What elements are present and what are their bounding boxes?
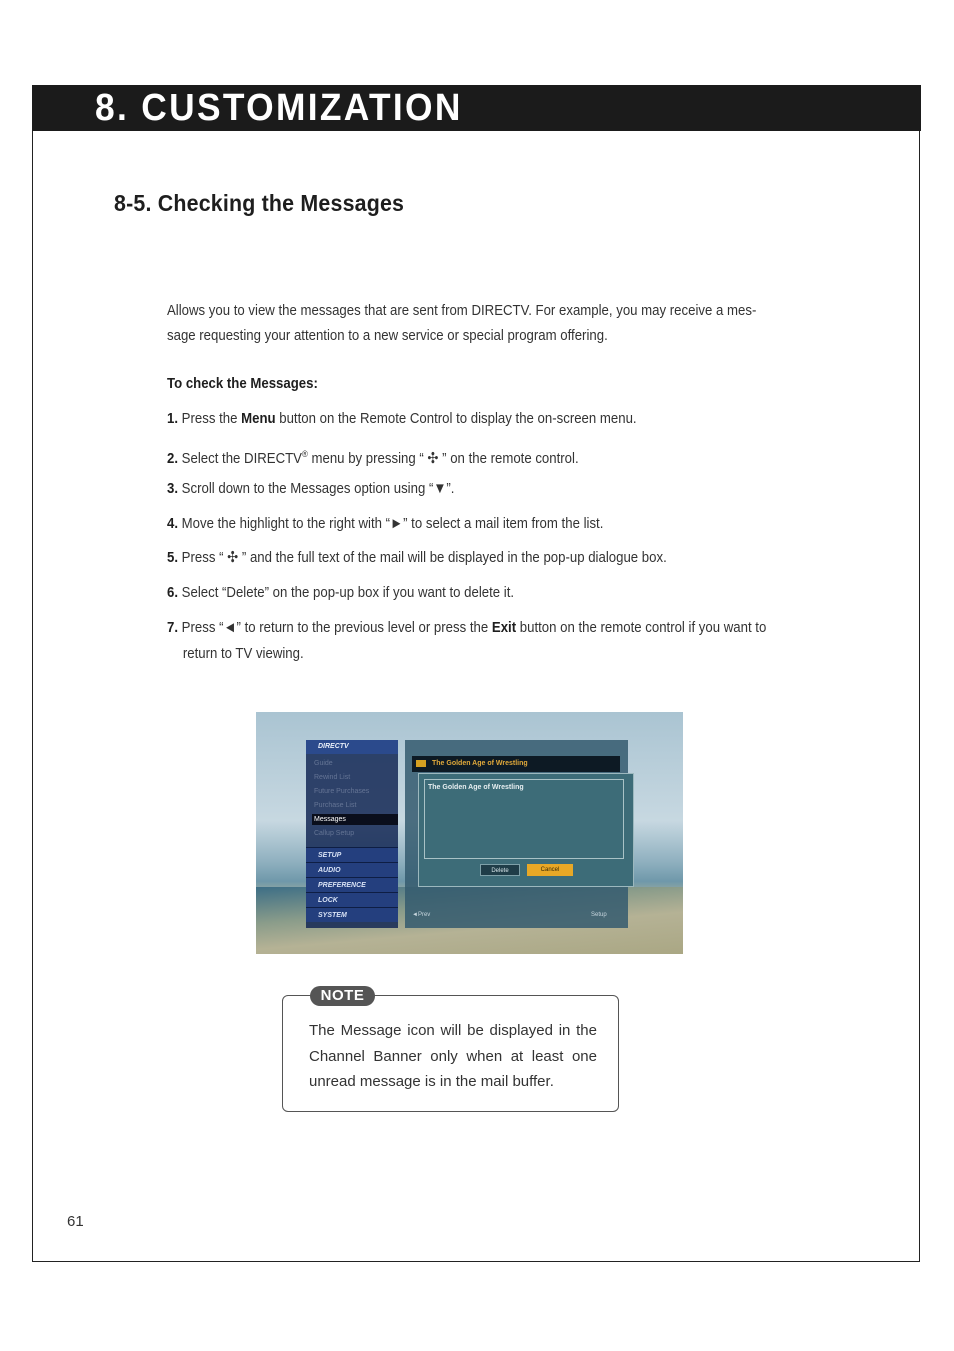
step-5: [167, 545, 667, 571]
intro-line-1: Allows you to view the messages that are sent from DIRECTV. For example, you may receive a mes-: [167, 302, 757, 319]
instructions-heading: To check the Messages:: [167, 375, 318, 392]
mail-icon: [416, 760, 426, 767]
step-text: Move the highlight to the right with “►” to select a mail item from the list.: [178, 515, 604, 532]
step-1: [167, 406, 637, 432]
message-text: The Golden Age of Wrestling: [428, 784, 524, 791]
exit-button-name: Exit: [491, 619, 517, 636]
menu-item: Future Purchases: [314, 788, 370, 795]
step-number: 6.: [167, 584, 179, 601]
section-title: 8-5. Checking the Messages: [114, 190, 405, 216]
step-text: Press “ ✣ ” and the full text of the mail will be displayed in the pop-up dialogue box.: [178, 549, 667, 566]
step-number: 4.: [167, 515, 179, 532]
step-text: Press “◄” to return to the previous level or press the: [178, 619, 492, 636]
step-3: [167, 476, 454, 502]
menu-section: PREFERENCE: [306, 877, 398, 892]
step-4: [167, 511, 603, 537]
note-text: The Message icon will be displayed in the Channel Banner only when at least one unread message is in the mail buffer.: [309, 1022, 597, 1090]
message-text-area: [424, 779, 624, 859]
step-text: menu by pressing “ ✣ ” on the remote control.: [307, 450, 579, 467]
note-tag: NOTE: [310, 986, 375, 1006]
menu-title: DIRECTV: [306, 740, 398, 754]
directv-menu-sidebar: [306, 740, 398, 928]
step-number: 2.: [167, 450, 179, 467]
intro-line-2: sage requesting your attention to a new service or special program offering.: [167, 327, 608, 344]
menu-item: Rewind List: [314, 774, 351, 781]
page-number: 61: [67, 1213, 84, 1230]
menu-section: SETUP: [306, 847, 398, 862]
menu-item-selected: Messages: [312, 814, 398, 825]
step-text: button on the Remote Control to display the on-screen menu.: [275, 410, 637, 427]
menu-button-name: Menu: [241, 410, 276, 427]
step-number: 7.: [167, 619, 179, 636]
step-2: [167, 441, 579, 472]
step-text: button on the remote control if you want to: [516, 619, 767, 636]
menu-item: Guide: [314, 760, 333, 767]
step-text: Select the DIRECTV: [178, 450, 302, 467]
on-screen-menu-screenshot: [256, 712, 683, 954]
menu-section: LOCK: [306, 892, 398, 907]
menu-section: AUDIO: [306, 862, 398, 877]
step-text: Scroll down to the Messages option using “▼”.: [178, 480, 455, 497]
step-number: 1.: [167, 410, 179, 427]
step-text: Select “Delete” on the pop-up box if you want to delete it.: [178, 584, 515, 601]
setup-hint: Setup: [591, 912, 607, 918]
step-7-continuation: return to TV viewing.: [182, 645, 304, 662]
chapter-title: 8. CUSTOMIZATION: [95, 87, 463, 129]
menu-item: Callup Setup: [314, 830, 355, 837]
menu-item: Purchase List: [314, 802, 357, 809]
step-number: 5.: [167, 549, 179, 566]
intro-paragraph: [167, 298, 756, 348]
message-popup-dialog: [418, 773, 634, 887]
step-text: Press the: [178, 410, 242, 427]
prev-hint: ◄Prev: [412, 912, 431, 918]
step-6: [167, 580, 514, 606]
registered-mark: ®: [301, 449, 308, 459]
mail-list-row: [412, 756, 620, 772]
step-7: [167, 615, 766, 667]
step-number: 3.: [167, 480, 179, 497]
mail-subject: The Golden Age of Wrestling: [432, 760, 528, 767]
cancel-button: Cancel: [527, 864, 573, 876]
delete-button: Delete: [480, 864, 520, 876]
menu-section: SYSTEM: [306, 907, 398, 922]
